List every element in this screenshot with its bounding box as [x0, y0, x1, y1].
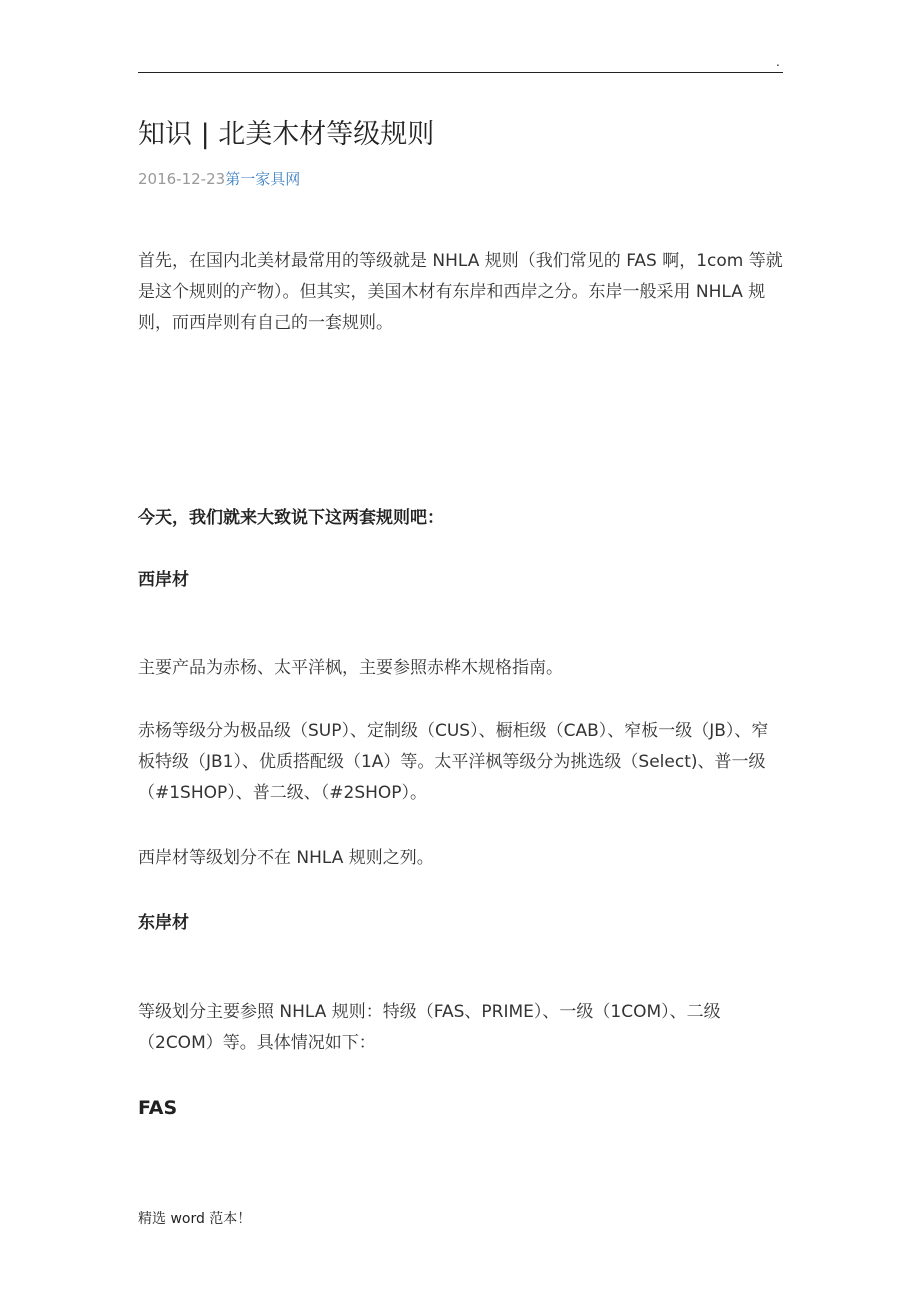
- header-rule: [138, 72, 783, 73]
- intro-paragraph: 首先，在国内北美材最常用的等级就是 NHLA 规则（我们常见的 FAS 啊，1com 等就是这个规则的产物）。但其实，美国木材有东岸和西岸之分。东岸一般采用 NHLA 规则，而西岸则有自己的一套规则。: [138, 251, 783, 333]
- article-source-link[interactable]: 第一家具网: [225, 170, 301, 188]
- page-footer: 精选 word 范本！: [138, 1211, 252, 1227]
- east-coast-heading: 东岸材: [138, 913, 189, 933]
- east-grades-paragraph: 等级划分主要参照 NHLA 规则：特级（FAS、PRIME）、一级（1COM）、二级（2COM）等。具体情况如下：: [138, 1002, 721, 1053]
- today-paragraph: 今天，我们就来大致说下这两套规则吧：: [138, 508, 444, 528]
- fas-heading: FAS: [138, 1097, 178, 1119]
- header-dot: .: [776, 55, 780, 69]
- west-coast-heading: 西岸材: [138, 570, 189, 590]
- west-note-paragraph: 西岸材等级划分不在 NHLA 规则之列。: [138, 848, 434, 868]
- article-title: 知识 | 北美木材等级规则: [138, 119, 435, 150]
- article-date: 2016-12-23: [138, 170, 226, 188]
- west-products-paragraph: 主要产品为赤杨、太平洋枫，主要参照赤桦木规格指南。: [138, 658, 563, 678]
- article-meta: [138, 169, 300, 189]
- west-grades-paragraph: 赤杨等级分为极品级（SUP）、定制级（CUS）、橱柜级（CAB）、窄板一级（JB）、窄板特级（JB1）、优质搭配级（1A）等。太平洋枫等级分为挑选级（Select)、普一级（#1SHOP）、普二级、（#2SHOP）。: [138, 721, 769, 803]
